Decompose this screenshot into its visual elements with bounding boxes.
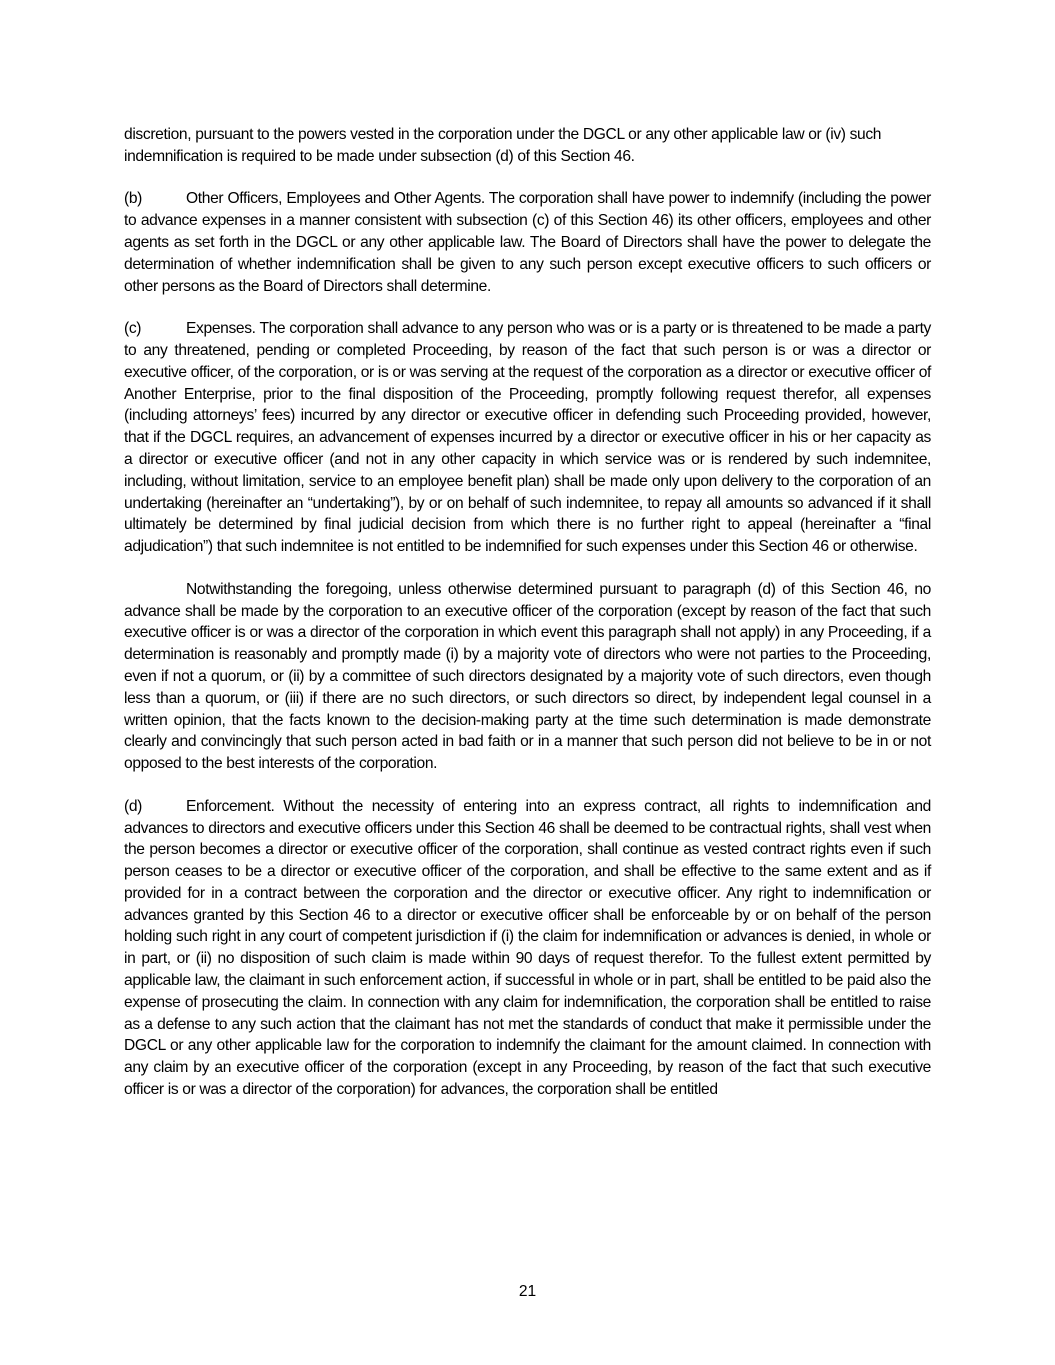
paragraph-heading: Expenses.	[186, 320, 256, 338]
paragraph-d-enforcement	[124, 796, 931, 1101]
document-page	[124, 124, 931, 1122]
paragraph-heading: Enforcement.	[186, 797, 275, 815]
paragraph-text: discretion, pursuant to the powers vested in the corporation under the DGCL or any other applicable law or (iv) such indemnification is required to be made under subsection (d) of this Section 46.	[124, 126, 882, 165]
paragraph-text: Notwithstanding the foregoing, unless otherwise determined pursuant to paragraph (d) of this Section 46, no advance shall be made by the corporation to an executive officer of the corporation (except by reason of the fact that such executive officer is or was a director of the corporation in which event this paragraph shall not apply) in any Proceeding, if a determination is reasonably and promptly made (i) by a majority vote of directors who were not parties to the Proceeding, even if not a quorum, or (ii) by a committee of such directors designated by a majority vote of such directors, even though less than a quorum, or (iii) if there are no such directors, or such directors so direct, by independent legal counsel in a written opinion, that the facts known to the decision-making party at the time such determination is made demonstrate clearly and convincingly that such person acted in bad faith or in a manner that such person did not believe to be in or not opposed to the best interests of the corporation.	[124, 580, 931, 773]
paragraph-text: Without the necessity of entering into an express contract, all rights to indemnification and advances to directors and executive officers under this Section 46 shall be deemed to be contractual rights, shall vest when the person becomes a director or executive officer of the corporation, shall continue as vested contract rights even if such person ceases to be a director or executive officer of the corporation, and shall be effective to the same extent and as if provided for in a contract between the corporation and the director or executive officer. Any right to indemnification or advances granted by this Section 46 to a director or executive officer shall be enforceable by or on behalf of the person holding such right in any court of competent jurisdiction if (i) the claim for indemnification or advances is denied, in whole or in part, or (ii) no disposition of such claim is made within 90 days of request therefor. To the fullest extent permitted by applicable law, the claimant in such enforcement action, if successful in whole or in part, shall be entitled to be paid also the expense of prosecuting the claim. In connection with any claim for indemnification, the corporation shall be entitled to raise as a defense to any such action that the claimant has not met the standards of conduct that make it permissible under the DGCL or any other applicable law for the corporation to indemnify the claimant for the amount claimed. In connection with any claim by an executive officer of the corporation (except in any Proceeding, by reason of the fact that such executive officer is or was a director of the corporation) for advances, the corporation shall be entitled	[124, 797, 931, 1099]
paragraph-c-expenses	[124, 318, 931, 558]
paragraph-marker: (c)	[124, 320, 142, 338]
paragraph-b-other-officers	[124, 188, 931, 297]
paragraph-notwithstanding	[124, 579, 931, 775]
page-number: 21	[518, 1283, 537, 1300]
paragraph-text: The corporation shall have power to indemnify (including the power to advance expenses in a manner consistent with subsection (c) of this Section 46) its other officers, employees and other agents as set forth in the DGCL or any other applicable law. The Board of Directors shall have the power to delegate the determination of whether indemnification shall be given to any such person except executive officers to such officers or other persons as the Board of Directors shall determine.	[124, 190, 931, 295]
paragraph-continuation	[124, 124, 931, 168]
paragraph-heading: Other Officers, Employees and Other Agents.	[186, 190, 485, 208]
paragraph-text: The corporation shall advance to any person who was or is a party or is threatened to be made a party to any threatened, pending or completed Proceeding, by reason of the fact that such person is or was a director or executive officer, of the corporation, or is or was serving at the request of the corporation as a director or executive officer of Another Enterprise, prior to the final disposition of the Proceeding, promptly following request therefor, all expenses (including attorneys’ fees) incurred by any director or executive officer in defending such Proceeding provided, however, that if the DGCL requires, an advancement of expenses incurred by a director or executive officer in his or her capacity as a director or executive officer (and not in any other capacity in which service was or is rendered by such indemnitee, including, without limitation, service to an employee benefit plan) shall be made only upon delivery to the corporation of an undertaking (hereinafter an “undertaking”), by or on behalf of such indemnitee, to repay all amounts so advanced if it shall ultimately be determined by final judicial decision from which there is no further right to appeal (hereinafter a “final adjudication”) that such indemnitee is not entitled to be indemnified for such expenses under this Section 46 or otherwise.	[124, 320, 931, 556]
paragraph-marker: (d)	[124, 797, 143, 815]
paragraph-marker: (b)	[124, 190, 143, 208]
